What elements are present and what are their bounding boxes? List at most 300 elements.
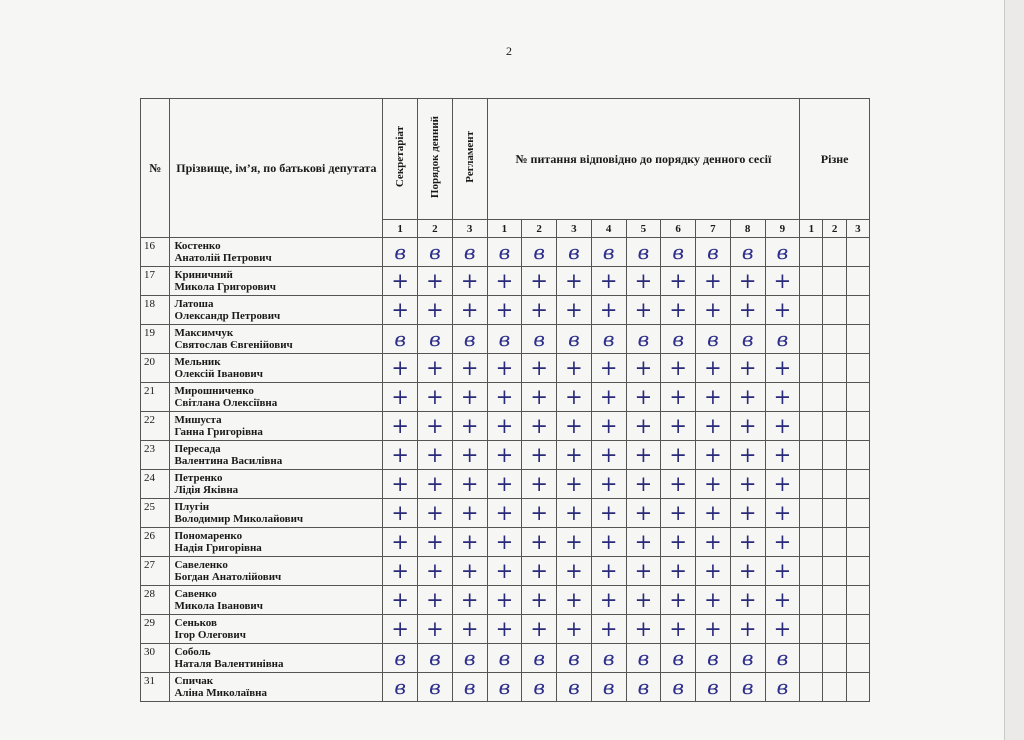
vote-mark: + (696, 441, 731, 470)
misc-cell (823, 499, 846, 528)
vote-mark: + (383, 383, 418, 412)
table-row (141, 267, 870, 296)
vote-mark: + (383, 499, 418, 528)
subheader-col: 2 (823, 220, 846, 238)
vote-mark: + (557, 615, 592, 644)
table-row (141, 557, 870, 586)
misc-cell (800, 354, 823, 383)
header-regulations: Регламент (452, 99, 487, 220)
vote-mark: + (487, 412, 522, 441)
row-number: 17 (141, 267, 170, 296)
vote-mark: + (626, 296, 661, 325)
deputy-name (170, 586, 383, 615)
surname: Сеньков (174, 617, 217, 629)
vote-mark: в (696, 673, 731, 702)
misc-cell (823, 615, 846, 644)
vote-mark: + (418, 441, 453, 470)
vote-mark: в (730, 644, 765, 673)
vote-mark: + (557, 528, 592, 557)
vote-mark: + (557, 383, 592, 412)
vote-mark: + (626, 267, 661, 296)
vote-mark: + (487, 383, 522, 412)
misc-cell (846, 441, 869, 470)
vote-mark: + (487, 586, 522, 615)
vote-mark: + (696, 586, 731, 615)
surname: Савенко (174, 588, 217, 600)
vote-mark: + (487, 528, 522, 557)
surname: Мирошниченко (174, 385, 254, 397)
misc-cell (823, 441, 846, 470)
vote-mark: + (591, 296, 626, 325)
row-number: 25 (141, 499, 170, 528)
vote-mark: + (730, 499, 765, 528)
vote-mark: в (418, 644, 453, 673)
vote-mark: в (661, 238, 696, 267)
vote-mark: в (487, 238, 522, 267)
vote-mark: + (383, 441, 418, 470)
deputy-name (170, 267, 383, 296)
misc-cell (823, 586, 846, 615)
vote-mark: + (730, 470, 765, 499)
vote-mark: + (522, 528, 557, 557)
voting-table (140, 98, 870, 702)
vote-mark: в (696, 325, 731, 354)
vote-mark: + (383, 296, 418, 325)
subheader-col: 1 (800, 220, 823, 238)
vote-mark: в (591, 644, 626, 673)
vote-mark: + (591, 383, 626, 412)
misc-cell (800, 673, 823, 702)
vote-mark: + (696, 615, 731, 644)
vote-mark: + (487, 557, 522, 586)
vote-mark: в (522, 238, 557, 267)
deputy-name (170, 354, 383, 383)
vote-mark: в (765, 238, 800, 267)
vote-mark: + (522, 267, 557, 296)
surname: Максимчук (174, 327, 234, 339)
vote-mark: в (696, 644, 731, 673)
surname: Мельник (174, 356, 221, 368)
misc-cell (846, 615, 869, 644)
row-number: 23 (141, 441, 170, 470)
vote-mark: в (661, 325, 696, 354)
subheader-col: 4 (591, 220, 626, 238)
vote-mark: + (661, 499, 696, 528)
given-names: Анатолій Петрович (174, 252, 272, 264)
table-row (141, 615, 870, 644)
table-row (141, 296, 870, 325)
vote-mark: в (557, 673, 592, 702)
vote-mark: + (765, 383, 800, 412)
vote-mark: в (730, 673, 765, 702)
vote-mark: в (383, 238, 418, 267)
vote-mark: + (765, 470, 800, 499)
vote-mark: + (452, 499, 487, 528)
surname: Криничний (174, 269, 233, 281)
vote-mark: + (557, 412, 592, 441)
vote-mark: + (522, 412, 557, 441)
vote-mark: + (522, 586, 557, 615)
vote-mark: в (418, 238, 453, 267)
deputy-name (170, 238, 383, 267)
misc-cell (800, 383, 823, 412)
row-number: 20 (141, 354, 170, 383)
vote-mark: + (730, 412, 765, 441)
vote-mark: + (626, 528, 661, 557)
vote-mark: + (591, 499, 626, 528)
vote-mark: + (696, 383, 731, 412)
vote-mark: + (591, 470, 626, 499)
table-row (141, 412, 870, 441)
surname: Плугін (174, 501, 210, 513)
vote-mark: + (661, 557, 696, 586)
vote-mark: в (452, 325, 487, 354)
deputy-name (170, 412, 383, 441)
vote-mark: в (626, 238, 661, 267)
vote-mark: + (765, 499, 800, 528)
subheader-col: 8 (730, 220, 765, 238)
misc-cell (846, 557, 869, 586)
surname: Пономаренко (174, 530, 243, 542)
vote-mark: + (418, 354, 453, 383)
subheader-col: 2 (418, 220, 453, 238)
subheader-col: 2 (522, 220, 557, 238)
vote-mark: + (418, 383, 453, 412)
table-row (141, 644, 870, 673)
misc-cell (800, 586, 823, 615)
vote-mark: + (522, 557, 557, 586)
vote-mark: + (626, 499, 661, 528)
vote-mark: + (626, 441, 661, 470)
vote-mark: + (626, 383, 661, 412)
given-names: Олексій Іванович (174, 368, 263, 380)
vote-mark: в (591, 673, 626, 702)
row-number: 22 (141, 412, 170, 441)
misc-cell (846, 354, 869, 383)
given-names: Наталя Валентинівна (174, 658, 284, 670)
vote-mark: в (730, 238, 765, 267)
vote-mark: + (765, 528, 800, 557)
vote-mark: + (452, 615, 487, 644)
vote-mark: + (696, 470, 731, 499)
vote-mark: + (557, 557, 592, 586)
vote-mark: + (591, 441, 626, 470)
vote-mark: в (487, 644, 522, 673)
vote-mark: + (661, 267, 696, 296)
vote-mark: в (661, 673, 696, 702)
vote-mark: + (452, 383, 487, 412)
vote-mark: + (765, 586, 800, 615)
vote-mark: + (418, 528, 453, 557)
surname: Костенко (174, 240, 221, 252)
misc-cell (846, 296, 869, 325)
vote-mark: + (418, 586, 453, 615)
misc-cell (823, 354, 846, 383)
surname: Латоша (174, 298, 214, 310)
vote-mark: + (418, 615, 453, 644)
vote-mark: в (557, 325, 592, 354)
vote-mark: в (487, 325, 522, 354)
vote-mark: + (765, 412, 800, 441)
vote-mark: + (557, 586, 592, 615)
misc-cell (800, 528, 823, 557)
vote-mark: в (591, 325, 626, 354)
vote-mark: + (661, 470, 696, 499)
vote-mark: в (626, 644, 661, 673)
deputy-name (170, 557, 383, 586)
vote-mark: + (418, 470, 453, 499)
vote-mark: + (696, 296, 731, 325)
subheader-col: 3 (557, 220, 592, 238)
vote-mark: в (452, 644, 487, 673)
vote-mark: + (730, 267, 765, 296)
vote-mark: + (765, 441, 800, 470)
vote-mark: + (522, 441, 557, 470)
surname: Петренко (174, 472, 223, 484)
vote-mark: + (557, 441, 592, 470)
vote-mark: + (557, 296, 592, 325)
row-number: 27 (141, 557, 170, 586)
vote-mark: в (522, 325, 557, 354)
vote-mark: + (730, 296, 765, 325)
misc-cell (846, 644, 869, 673)
vote-mark: + (696, 528, 731, 557)
given-names: Олександр Петрович (174, 310, 281, 322)
vote-mark: + (626, 412, 661, 441)
subheader-col: 7 (696, 220, 731, 238)
vote-mark: + (730, 528, 765, 557)
vote-mark: + (522, 615, 557, 644)
vote-mark: в (522, 644, 557, 673)
vote-mark: + (730, 354, 765, 383)
vote-mark: в (522, 673, 557, 702)
misc-cell (846, 673, 869, 702)
vote-mark: в (418, 325, 453, 354)
vote-mark: + (730, 383, 765, 412)
vote-mark: + (452, 354, 487, 383)
deputy-name (170, 296, 383, 325)
row-number: 18 (141, 296, 170, 325)
table-row (141, 238, 870, 267)
vote-mark: + (522, 354, 557, 383)
vote-mark: + (765, 615, 800, 644)
given-names: Ігор Олегович (174, 629, 246, 641)
vote-mark: + (383, 267, 418, 296)
vote-mark: + (626, 586, 661, 615)
deputy-name (170, 615, 383, 644)
misc-cell (823, 673, 846, 702)
vote-mark: + (383, 615, 418, 644)
vote-mark: + (591, 528, 626, 557)
surname: Савеленко (174, 559, 228, 571)
table-row (141, 383, 870, 412)
vote-mark: + (487, 354, 522, 383)
misc-cell (846, 586, 869, 615)
header-name: Прізвище, ім’я, по батькові депутата (170, 99, 383, 238)
vote-mark: в (591, 238, 626, 267)
given-names: Богдан Анатолійович (174, 571, 282, 583)
vote-mark: + (452, 470, 487, 499)
vote-mark: в (383, 644, 418, 673)
misc-cell (823, 325, 846, 354)
subheader-col: 3 (846, 220, 869, 238)
vote-mark: + (383, 412, 418, 441)
vote-mark: + (487, 615, 522, 644)
vote-mark: + (452, 296, 487, 325)
vote-mark: + (730, 441, 765, 470)
vote-mark: + (591, 586, 626, 615)
vote-mark: + (452, 557, 487, 586)
misc-cell (800, 267, 823, 296)
deputy-name (170, 383, 383, 412)
misc-cell (823, 644, 846, 673)
vote-mark: + (383, 557, 418, 586)
vote-mark: в (487, 673, 522, 702)
deputy-name (170, 499, 383, 528)
vote-mark: + (730, 586, 765, 615)
vote-mark: + (383, 586, 418, 615)
table-row (141, 354, 870, 383)
misc-cell (846, 383, 869, 412)
misc-cell (800, 238, 823, 267)
subheader-col: 5 (626, 220, 661, 238)
vote-mark: + (696, 412, 731, 441)
vote-mark: + (487, 470, 522, 499)
row-number: 30 (141, 644, 170, 673)
given-names: Микола Григорович (174, 281, 276, 293)
vote-mark: + (591, 412, 626, 441)
vote-mark: + (557, 267, 592, 296)
vote-mark: + (452, 586, 487, 615)
vote-mark: + (765, 296, 800, 325)
vote-mark: + (383, 470, 418, 499)
table-row (141, 441, 870, 470)
misc-cell (846, 412, 869, 441)
vote-mark: + (557, 470, 592, 499)
misc-cell (823, 296, 846, 325)
misc-cell (823, 412, 846, 441)
vote-mark: + (626, 557, 661, 586)
vote-mark: + (661, 412, 696, 441)
vote-mark: + (487, 441, 522, 470)
vote-mark: + (487, 296, 522, 325)
given-names: Лідія Яківна (174, 484, 239, 496)
misc-cell (800, 325, 823, 354)
misc-cell (823, 528, 846, 557)
vote-mark: + (626, 354, 661, 383)
vote-mark: в (765, 644, 800, 673)
vote-mark: + (418, 296, 453, 325)
vote-mark: + (557, 499, 592, 528)
deputy-name (170, 528, 383, 557)
misc-cell (823, 470, 846, 499)
vote-mark: + (730, 615, 765, 644)
vote-mark: в (557, 644, 592, 673)
subheader-col: 9 (765, 220, 800, 238)
vote-mark: + (522, 470, 557, 499)
misc-cell (846, 499, 869, 528)
misc-cell (800, 412, 823, 441)
row-number: 28 (141, 586, 170, 615)
row-number: 19 (141, 325, 170, 354)
given-names: Аліна Миколаївна (174, 687, 268, 699)
vote-mark: + (452, 267, 487, 296)
misc-cell (823, 267, 846, 296)
table-row (141, 586, 870, 615)
vote-mark: + (487, 267, 522, 296)
given-names: Надія Григорівна (174, 542, 262, 554)
misc-cell (800, 557, 823, 586)
surname: Пересада (174, 443, 221, 455)
vote-mark: + (383, 528, 418, 557)
vote-mark: в (765, 673, 800, 702)
vote-mark: в (730, 325, 765, 354)
table-row (141, 528, 870, 557)
header-agenda-items: № питання відповідно до порядку денного сесії (487, 99, 800, 220)
vote-mark: + (383, 354, 418, 383)
deputy-name (170, 325, 383, 354)
vote-mark: в (626, 673, 661, 702)
vote-mark: + (452, 441, 487, 470)
deputy-name (170, 673, 383, 702)
vote-mark: + (487, 499, 522, 528)
vote-mark: + (418, 499, 453, 528)
vote-mark: + (696, 354, 731, 383)
misc-cell (846, 238, 869, 267)
misc-cell (823, 557, 846, 586)
vote-mark: + (696, 267, 731, 296)
vote-mark: + (661, 383, 696, 412)
row-number: 21 (141, 383, 170, 412)
header-num: № (141, 99, 170, 238)
misc-cell (823, 238, 846, 267)
misc-cell (800, 296, 823, 325)
page-number: 2 (506, 44, 512, 58)
vote-mark: в (418, 673, 453, 702)
vote-mark: + (661, 296, 696, 325)
header-secretariat: Секретаріат (383, 99, 418, 220)
given-names: Світлана Олексіївна (174, 397, 278, 409)
deputy-name (170, 441, 383, 470)
vote-mark: + (730, 557, 765, 586)
misc-cell (800, 499, 823, 528)
vote-mark: + (591, 557, 626, 586)
vote-mark: + (591, 615, 626, 644)
surname: Мишуста (174, 414, 222, 426)
vote-mark: в (383, 325, 418, 354)
table-row (141, 325, 870, 354)
misc-cell (800, 470, 823, 499)
misc-cell (800, 441, 823, 470)
vote-mark: в (765, 325, 800, 354)
table-row (141, 470, 870, 499)
given-names: Ганна Григорівна (174, 426, 263, 438)
subheader-col: 6 (661, 220, 696, 238)
row-number: 24 (141, 470, 170, 499)
header-agenda-order: Порядок денний (418, 99, 453, 220)
misc-cell (823, 383, 846, 412)
surname: Соболь (174, 646, 211, 658)
subheader-col: 3 (452, 220, 487, 238)
vote-mark: + (626, 615, 661, 644)
vote-mark: + (418, 557, 453, 586)
given-names: Микола Іванович (174, 600, 263, 612)
vote-mark: + (591, 354, 626, 383)
vote-mark: + (765, 267, 800, 296)
vote-mark: + (557, 354, 592, 383)
misc-cell (846, 470, 869, 499)
vote-mark: + (661, 528, 696, 557)
